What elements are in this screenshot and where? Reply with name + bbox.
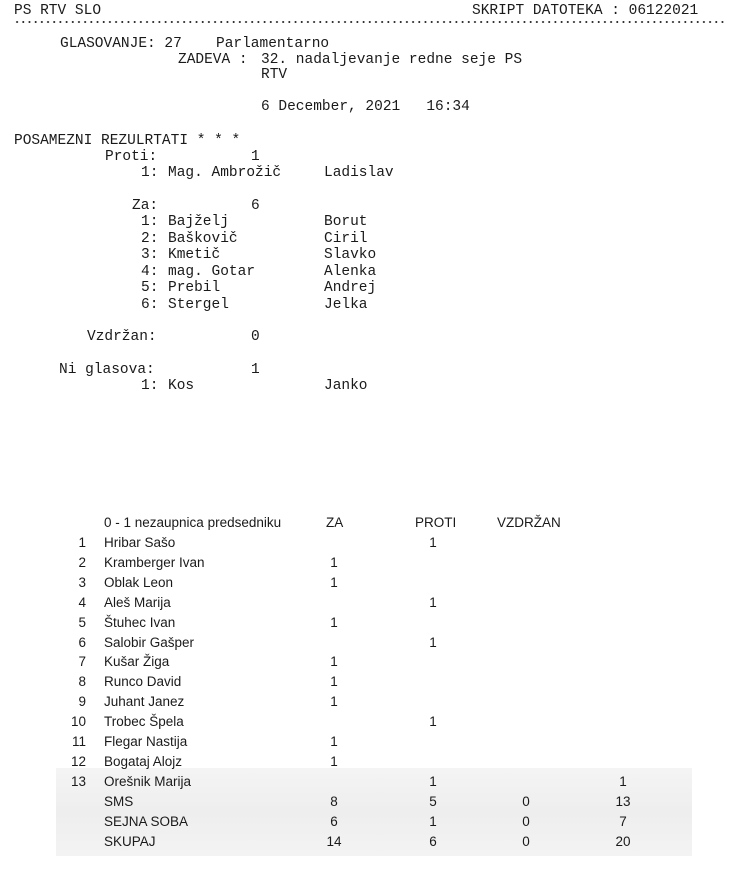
- summary-za: 14: [326, 833, 342, 849]
- row-name: Oblak Leon: [104, 574, 174, 590]
- row-number: 3: [78, 574, 86, 590]
- za-member-num: 1:: [141, 214, 159, 230]
- row-name: Hribar Sašo: [104, 535, 176, 550]
- summary-vzdrzan: 0: [522, 793, 530, 809]
- row-proti: 1: [429, 535, 437, 550]
- row-number: 11: [71, 734, 86, 749]
- za-member-num: 6:: [141, 296, 159, 313]
- za-member-surname: Baškovič: [168, 230, 238, 247]
- summary-za: 6: [330, 813, 338, 829]
- summary-vzdrzan: 0: [522, 833, 530, 849]
- za-member-surname: Prebil: [168, 280, 221, 296]
- summary-name: SEJNA SOBA: [104, 813, 189, 829]
- vzdrzan-count: 0: [251, 329, 260, 345]
- row-za: 1: [330, 694, 338, 710]
- summary-name: SMS: [104, 793, 134, 809]
- row-number: 10: [70, 714, 86, 730]
- za-member-name: Borut: [324, 214, 368, 230]
- row-number: 1: [78, 535, 86, 550]
- row-name: Flegar Nastija: [104, 734, 188, 749]
- za-member-num: 5:: [141, 280, 159, 296]
- table-title: 0 - 1 nezaupnica predsedniku: [104, 515, 282, 530]
- za-member-name: Andrej: [324, 280, 377, 296]
- header-right: SKRIPT DATOTEKA : 06122021: [472, 3, 699, 19]
- row-proti: 1: [429, 634, 437, 650]
- row-name: Kušar Žiga: [104, 654, 170, 670]
- vote-date: 6 December, 2021 16:34: [261, 99, 470, 115]
- row-proti: 1: [429, 773, 437, 789]
- row-name: Juhant Janez: [104, 694, 185, 710]
- za-member-surname: Bajželj: [168, 214, 229, 230]
- za-member-name: Jelka: [324, 296, 368, 313]
- row-number: 5: [78, 614, 86, 630]
- row-number: 2: [78, 554, 86, 570]
- row-number: 8: [78, 674, 86, 690]
- summary-total: 7: [619, 813, 627, 829]
- row-total: 1: [619, 773, 627, 789]
- summary-proti: 1: [429, 813, 437, 829]
- summary-proti: 6: [429, 833, 437, 849]
- proti-count: 1: [251, 149, 260, 165]
- summary-total: 13: [615, 793, 631, 809]
- subject-line-1: 32. nadaljevanje redne seje PS: [261, 52, 523, 68]
- subject-line-2: RTV: [261, 67, 288, 83]
- subject-label: ZADEVA :: [178, 52, 248, 68]
- row-number: 6: [78, 634, 86, 650]
- za-member-num: 3:: [141, 247, 159, 263]
- ni-glasova-member-name: Janko: [324, 378, 368, 394]
- za-member-surname: Kmetič: [168, 247, 221, 263]
- row-name: Orešnik Marija: [104, 773, 192, 789]
- za-member-surname: mag. Gotar: [168, 263, 256, 280]
- proti-member-name: Ladislav: [324, 165, 394, 181]
- summary-total: 20: [615, 833, 631, 849]
- row-za: 1: [330, 554, 338, 570]
- header-left: PS RTV SLO: [14, 3, 102, 19]
- ni-glasova-member-surname: Kos: [168, 378, 195, 394]
- row-za: 1: [330, 753, 338, 769]
- row-name: Aleš Marija: [104, 594, 171, 610]
- vote-type: Parlamentarno: [216, 36, 330, 52]
- row-number: 12: [70, 753, 86, 769]
- row-number: 7: [78, 654, 86, 670]
- dotted-separator: [14, 20, 726, 24]
- row-name: Štuhec Ivan: [104, 614, 176, 630]
- ni-glasova-member-num: 1:: [141, 378, 159, 394]
- summary-name: SKUPAJ: [104, 833, 156, 849]
- row-za: 1: [330, 674, 338, 690]
- za-member-name: Alenka: [324, 263, 377, 280]
- row-number: 4: [78, 594, 86, 610]
- za-member-surname: Stergel: [168, 296, 229, 313]
- row-za: 1: [330, 574, 338, 590]
- proti-member-surname: Mag. Ambrožič: [168, 165, 282, 181]
- col-header-vzdrzan: VZDRŽAN: [497, 515, 561, 530]
- row-za: 1: [330, 654, 338, 670]
- proti-label: Proti:: [105, 149, 158, 165]
- row-name: Trobec Špela: [104, 714, 184, 730]
- vzdrzan-label: Vzdržan:: [87, 329, 157, 345]
- za-label: Za:: [132, 198, 159, 214]
- ni-glasova-label: Ni glasova:: [59, 362, 155, 378]
- row-proti: 1: [429, 714, 437, 730]
- row-name: Runco David: [104, 674, 182, 690]
- vote-label: GLASOVANJE: 27: [60, 36, 182, 52]
- za-member-name: Ciril: [324, 230, 368, 247]
- row-name: Bogataj Alojz: [104, 753, 183, 769]
- za-member-num: 4:: [141, 263, 159, 280]
- row-proti: 1: [429, 594, 437, 610]
- row-number: 9: [78, 694, 86, 710]
- ni-glasova-count: 1: [251, 362, 260, 378]
- results-heading: POSAMEZNI REZULRTATI * * *: [14, 133, 241, 149]
- col-header-proti: PROTI: [415, 515, 457, 530]
- row-za: 1: [330, 614, 338, 630]
- row-name: Kramberger Ivan: [104, 554, 205, 570]
- row-za: 1: [330, 734, 338, 749]
- za-member-name: Slavko: [324, 247, 377, 263]
- row-name: Salobir Gašper: [104, 634, 195, 650]
- col-header-za: ZA: [326, 515, 344, 530]
- summary-za: 8: [330, 793, 338, 809]
- summary-vzdrzan: 0: [522, 813, 530, 829]
- row-number: 13: [70, 773, 86, 789]
- za-count: 6: [251, 198, 260, 214]
- za-member-num: 2:: [141, 230, 159, 247]
- proti-member-num: 1:: [141, 165, 159, 181]
- summary-proti: 5: [429, 793, 437, 809]
